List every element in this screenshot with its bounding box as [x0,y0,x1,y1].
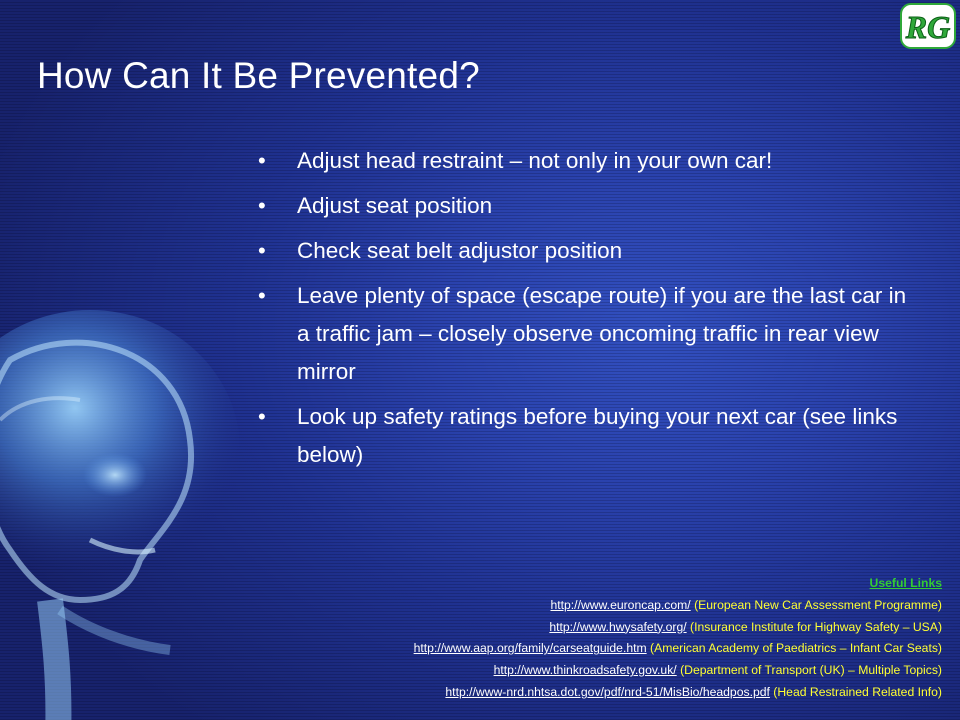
bullet-item [258,398,908,474]
bullet-marker: • [258,148,266,173]
slide-title: How Can It Be Prevented? [37,55,480,96]
thinkroadsafety-link[interactable]: http://www.thinkroadsafety.gov.uk/ [493,663,677,678]
bullet-text: Leave plenty of space (escape route) if you are the last car in a traffic jam – closely observe oncoming traffic in rear view mirror [297,283,907,384]
link-description: (Head Restrained Related Info) [769,684,942,699]
link-description: (Insurance Institute for Highway Safety – USA) [686,619,942,634]
bullet-item [258,232,908,270]
link-row [242,660,942,682]
bullet-text: Check seat belt adjustor position [297,238,623,263]
link-row [242,617,942,639]
hwysafety-link[interactable]: http://www.hwysafety.org/ [549,619,687,634]
bullet-item [258,277,908,391]
bullet-marker: • [258,193,266,218]
bullet-text: Adjust seat position [297,193,493,218]
useful-links-heading[interactable]: Useful Links [869,576,942,590]
useful-links-block [242,573,942,704]
svg-text:RG: RG [905,9,951,45]
rg-logo [899,2,957,50]
bullet-marker: • [258,283,266,308]
bullet-item [258,187,908,225]
bullet-text: Look up safety ratings before buying your next car (see links below) [297,404,898,467]
aap-link[interactable]: http://www.aap.org/family/carseatguide.htm [413,641,647,656]
link-description: (American Academy of Paediatrics – Infant Car Seats) [646,641,942,656]
nhtsa-link[interactable]: http://www-nrd.nhtsa.dot.gov/pdf/nrd-51/MisBio/headpos.pdf [445,684,770,699]
bullet-marker: • [258,404,266,429]
euroncap-link[interactable]: http://www.euroncap.com/ [550,597,691,612]
link-row [242,595,942,617]
bullet-list [258,142,908,481]
bullet-item [258,142,908,180]
bullet-marker: • [258,238,266,263]
bullet-text: Adjust head restraint – not only in your own car! [297,148,773,173]
link-description: (European New Car Assessment Programme) [690,597,942,612]
link-row [242,638,942,660]
link-description: (Department of Transport (UK) – Multiple Topics) [676,663,942,678]
link-row [242,682,942,704]
